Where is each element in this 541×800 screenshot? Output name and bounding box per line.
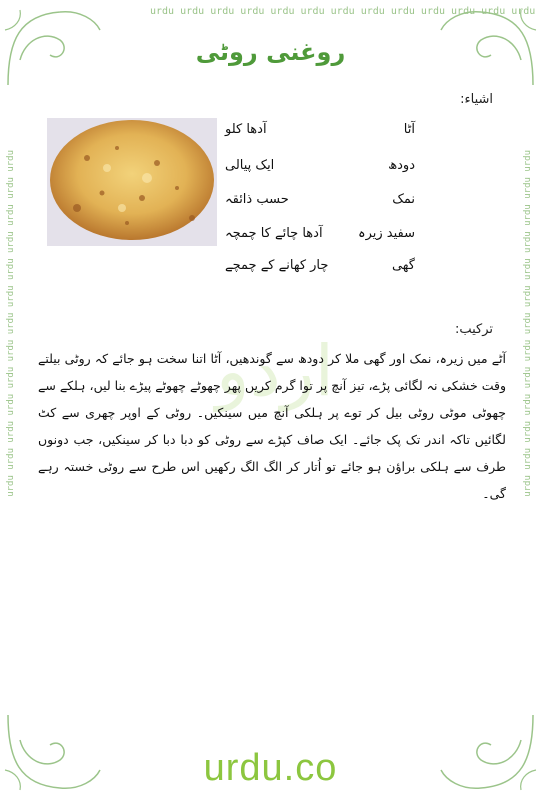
ingredient-row <box>225 122 415 144</box>
footer-site-name: urdu.co <box>203 747 338 789</box>
svg-text:ﺍﺭﺩﻭ: ﺍﺭﺩﻭ <box>215 330 335 412</box>
ingredient-name: آٹا <box>403 122 415 137</box>
roti-photo <box>47 118 217 246</box>
ingredient-name: گھی <box>391 258 415 273</box>
ingredient-row <box>225 226 415 248</box>
ingredient-name: سفید زیرہ <box>357 226 415 241</box>
ingredient-row <box>225 158 415 180</box>
ingredient-qty: حسب ذائقہ <box>225 192 289 207</box>
recipe-title: روغنی روٹی <box>195 38 346 66</box>
ingredient-row <box>225 192 415 214</box>
ingredient-name: دودھ <box>388 158 415 173</box>
ingredient-qty: آدھا چائے کا چمچہ <box>225 226 323 241</box>
method-label: ترکیب: <box>454 322 493 337</box>
left-border-pattern: urdu urdu urdu urdu urdu urdu urdu urdu urdu urdu urdu urdu urdu <box>6 150 16 497</box>
top-border-pattern: urdu urdu urdu urdu urdu urdu urdu urdu urdu urdu urdu urdu urdu <box>150 6 536 17</box>
ingredients-label: اشیاء: <box>460 92 493 107</box>
ingredient-qty: چار کھانے کے چمچے <box>225 258 329 273</box>
ingredient-row <box>225 258 415 280</box>
ingredient-qty: ایک پیالی <box>225 158 275 173</box>
ingredient-qty: آدھا کلو <box>225 122 267 137</box>
ingredient-name: نمک <box>392 192 415 207</box>
method-text: آٹے میں زیرہ، نمک اور گھی ملا کر دودھ سے گوندھیں، آٹا اتنا سخت ہو جائے کہ روٹی بیلتے وقت خشکی نہ لگائی پڑے، تیز آنچ پر توا گرم کریں پھر چھوٹے چھوٹے پیڑے بنا لیں، ہلکے سے چھوٹی موٹی روٹی بیل کر توے پر ہلکی آنچ میں سینکیں۔ روٹی کے اوپر چھری سے کٹ لگائیں تاکہ اندر تک پک جائے۔ ایک صاف کپڑے سے روٹی کو دبا دبا کر سینکیں، جب دونوں طرف سے ہلکی براؤن ہو جائے تو اُتار کر الگ الگ رکھیں اس طرح سے روٹی خستہ رہے گی۔ <box>38 351 506 501</box>
right-border-pattern: urdu urdu urdu urdu urdu urdu urdu urdu urdu urdu urdu urdu urdu <box>523 150 533 497</box>
